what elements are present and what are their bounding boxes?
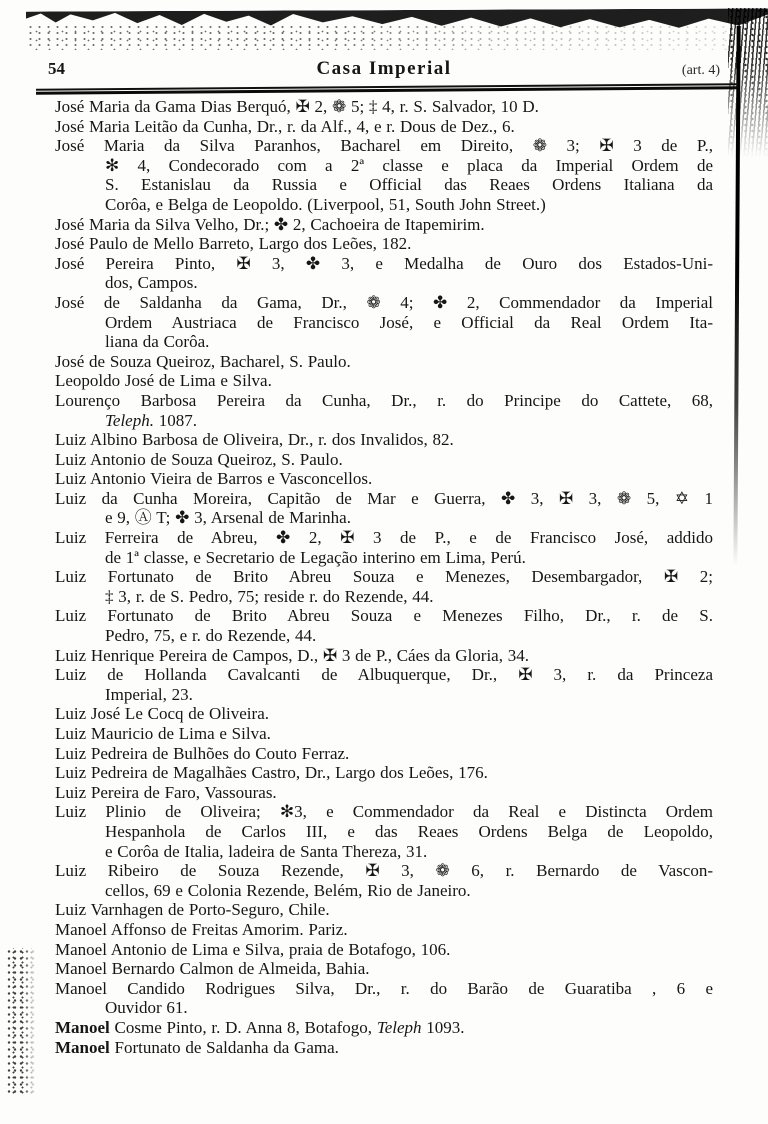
directory-entry <box>55 900 713 920</box>
entry-line: José Maria da Gama Dias Berquó, ✠ 2, ❁ 5; ‡ 4, r. S. Salvador, 10 D. <box>55 97 539 116</box>
directory-entry <box>55 117 713 137</box>
entry-line: Luiz Henrique Pereira de Campos, D., ✠ 3 de P., Cáes da Gloria, 34. <box>55 645 529 665</box>
entry-line: Luiz Ferreira de Abreu, ✤ 2, ✠ 3 de P., e de Francisco José, addido <box>55 528 713 548</box>
directory-entry <box>55 861 713 900</box>
entry-line: Pedro, 75, e r. do Rezende, 44. <box>105 626 317 646</box>
directory-entry <box>55 724 713 744</box>
entry-line: Manoel Cosme Pinto, r. D. Anna 8, Botafogo, Teleph 1093. <box>55 1017 465 1037</box>
scan-artifact-left-bottom <box>6 948 38 1096</box>
directory-entry <box>55 567 713 606</box>
entry-line: Hespanhola de Carlos III, e das Reaes Ordens Belga de Leopoldo, <box>105 821 713 841</box>
entry-line: Luiz Varnhagen de Porto-Seguro, Chile. <box>55 900 330 920</box>
directory-entry <box>55 763 713 783</box>
header-rule <box>36 83 738 95</box>
entry-line: Manoel Candido Rodrigues Silva, Dr., r. do Barão de Guaratiba , 6 e <box>55 978 713 998</box>
entry-line: S. Estanislau da Russia e Official das Reaes Ordens Italiana da <box>105 175 713 195</box>
page-header <box>48 58 720 80</box>
article-label: (art. 4) <box>681 63 720 78</box>
entries <box>55 97 713 1057</box>
entry-line: Luiz Ribeiro de Souza Rezende, ✠ 3, ❁ 6, r. Bernardo de Vascon- <box>55 861 713 881</box>
entry-line: José de Saldanha da Gama, Dr., ❁ 4; ✤ 2, Commendador da Imperial <box>55 292 713 312</box>
entry-line: Manoel Bernardo Calmon de Almeida, Bahia. <box>55 959 370 979</box>
directory-entry <box>55 528 713 567</box>
entry-line: Lourenço Barbosa Pereira da Cunha, Dr., r. do Principe do Cattete, 68, <box>55 390 713 410</box>
entry-line: Luiz Fortunato de Brito Abreu Souza e Menezes, Desembargador, ✠ 2; <box>55 567 713 587</box>
entry-line: Luiz Pereira de Faro, Vassouras. <box>55 782 277 802</box>
directory-entry <box>55 450 713 470</box>
entry-line: José Maria da Silva Paranhos, Bacharel em Direito, ❁ 3; ✠ 3 de P., <box>55 136 713 156</box>
page-title: Casa Imperial <box>316 58 452 79</box>
entry-line: Luiz Mauricio de Lima e Silva. <box>55 724 271 743</box>
entry-line: Luiz Antonio de Souza Queiroz, S. Paulo. <box>55 449 343 469</box>
entry-line: cellos, 69 e Colonia Rezende, Belém, Rio de Janeiro. <box>105 880 471 900</box>
entry-line: Luiz Pedreira de Bulhões do Couto Ferraz. <box>55 743 350 763</box>
directory-entry <box>55 606 713 645</box>
directory-entry <box>55 1018 713 1038</box>
entry-line: Luiz Antonio Vieira de Barros e Vasconcellos. <box>55 469 373 489</box>
entry-line: José de Souza Queiroz, Bacharel, S. Paulo. <box>55 351 351 371</box>
entry-line: José Maria da Silva Velho, Dr.; ✤ 2, Cachoeira de Itapemirim. <box>55 214 485 234</box>
directory-entry <box>55 920 713 940</box>
directory-entry <box>55 391 713 430</box>
directory-entry <box>55 940 713 960</box>
entry-line: Luiz Albino Barbosa de Oliveira, Dr., r. dos Invalidos, 82. <box>55 430 454 450</box>
entry-line: liana da Corôa. <box>105 332 210 352</box>
entry-line: Luiz Fortunato de Brito Abreu Souza e Menezes Filho, Dr., r. de S. <box>55 606 713 626</box>
directory-entry <box>55 783 713 803</box>
directory-entry <box>55 469 713 489</box>
directory-entry <box>55 665 713 704</box>
directory-entry <box>55 234 713 254</box>
entry-line: Imperial, 23. <box>105 684 193 704</box>
directory-entry <box>55 489 713 528</box>
entry-line: de 1ª classe, e Secretario de Legação interino em Lima, Perú. <box>105 547 526 567</box>
entry-line: José Pereira Pinto, ✠ 3, ✤ 3, e Medalha de Ouro dos Estados-Uni- <box>55 253 713 273</box>
entry-line: Ouvidor 61. <box>105 998 188 1018</box>
entry-line: e Corôa de Italia, ladeira de Santa Thereza, 31. <box>105 841 428 861</box>
entry-line: Manoel Affonso de Freitas Amorim. Pariz. <box>55 919 348 939</box>
scan-artifact-top-speckle <box>26 24 768 50</box>
entry-line: Corôa, e Belga de Leopoldo. (Liverpool, 51, South John Street.) <box>105 194 546 214</box>
directory-entry <box>55 1038 713 1058</box>
entry-line: Manoel Antonio de Lima e Silva, praia de Botafogo, 106. <box>55 939 451 959</box>
directory-entry <box>55 136 713 214</box>
directory-entry <box>55 430 713 450</box>
directory-entry <box>55 979 713 1018</box>
directory-entry <box>55 352 713 372</box>
directory-entry <box>55 371 713 391</box>
entry-line: José Maria Leitão da Cunha, Dr., r. da Alf., 4, e r. Dous de Dez., 6. <box>55 116 515 136</box>
entry-line: José Paulo de Mello Barreto, Largo dos Leões, 182. <box>55 234 412 254</box>
entry-line: Ordem Austriaca de Francisco José, e Official da Real Ordem Ita- <box>105 312 713 332</box>
entry-line: Leopoldo José de Lima e Silva. <box>55 371 272 391</box>
entry-line: Luiz Plinio de Oliveira; ✻3, e Commendador da Real e Distincta Ordem <box>55 802 713 822</box>
directory-entry <box>55 704 713 724</box>
entry-line: Luiz de Hollanda Cavalcanti de Albuquerque, Dr., ✠ 3, r. da Princeza <box>55 665 713 685</box>
directory-entry <box>55 744 713 764</box>
entry-line: ‡ 3, r. de S. Pedro, 75; reside r. do Rezende, 44. <box>105 586 434 606</box>
directory-entry <box>55 959 713 979</box>
entry-line: Luiz José Le Cocq de Oliveira. <box>55 704 269 724</box>
entry-line: Luiz Pedreira de Magalhães Castro, Dr., Largo dos Leões, 176. <box>55 763 488 783</box>
directory-entry <box>55 97 713 117</box>
directory-entry <box>55 646 713 666</box>
directory-entry <box>55 254 713 293</box>
page-number: 54 <box>48 59 65 78</box>
directory-entry <box>55 802 713 861</box>
entry-line: Teleph. 1087. <box>105 410 197 430</box>
entry-line: Luiz da Cunha Moreira, Capitão de Mar e Guerra, ✤ 3, ✠ 3, ❁ 5, ✡ 1 <box>55 488 713 508</box>
entry-line: ✻ 4, Condecorado com a 2ª classe e placa da Imperial Ordem de <box>105 155 713 175</box>
directory-entry <box>55 215 713 235</box>
entry-line: Manoel Fortunato de Saldanha da Gama. <box>55 1037 339 1057</box>
entry-line: dos, Campos. <box>105 273 198 293</box>
directory-entry <box>55 293 713 352</box>
entry-line: e 9, Ⓐ T; ✤ 3, Arsenal de Marinha. <box>105 508 351 528</box>
